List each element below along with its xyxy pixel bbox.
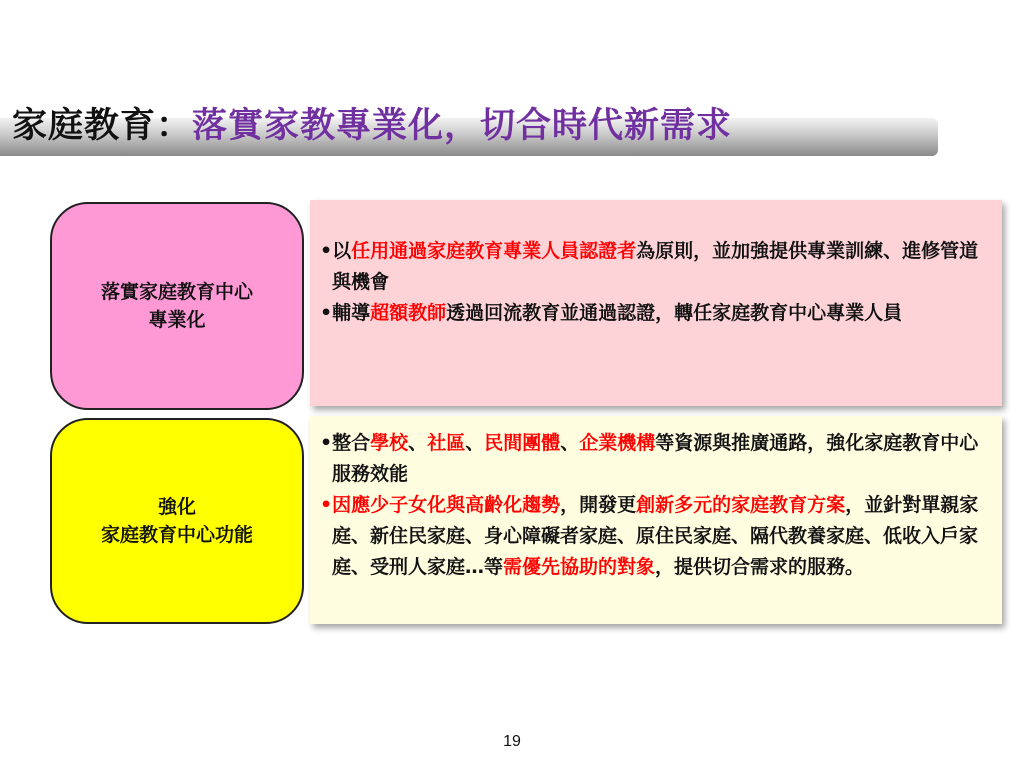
label-line: 落實家庭教育中心 [100,281,253,303]
highlight-text: 需優先協助的對象 [503,556,656,578]
label-line: 強化 [157,496,196,518]
title-accent: 落實家教專業化，切合時代新需求 [192,106,733,146]
highlight-text: 企業機構 [579,432,656,454]
slide-title [12,98,732,154]
highlight-text: 超額教師 [370,302,447,324]
page-number: 19 [503,733,521,750]
content-box-professionalization [310,200,1002,406]
highlight-text: 創新多元的家庭教育方案 [636,494,846,516]
label-line: 專業化 [148,309,206,331]
label-box-strengthen [50,418,304,624]
title-plain: 家庭教育： [12,106,193,146]
bullet-item: •輔導超額教師透過回流教育並通過認證，轉任家庭教育中心專業人員 [320,302,903,324]
content-box-strengthen [310,416,1002,624]
label-line: 家庭教育中心功能 [100,524,253,546]
bullet-item: •因應少子女化與高齡化趨勢，開發更創新多元的家庭教育方案，並針對單親家庭、新住民家庭、身心障礙者家庭、原住民家庭、隔代教養家庭、低收入戶家庭、受刑人家庭…等需優先協助的對象，提供切合需求的服務。 [320,494,979,578]
label-box-professionalization [50,202,304,410]
highlight-text: 民間團體 [484,432,561,454]
highlight-text: •因應少子女化與高齡化趨勢 [320,494,561,516]
highlight-text: 社區 [427,432,466,454]
highlight-text: 學校 [370,432,409,454]
bullet-item: •以任用通過家庭教育專業人員認證者為原則，並加強提供專業訓練、進修管道與機會 [320,240,979,293]
bullet-item: •整合學校、社區、民間團體、企業機構等資源與推廣通路，強化家庭教育中心服務效能 [320,432,979,485]
highlight-text: 任用通過家庭教育專業人員認證者 [351,240,637,262]
